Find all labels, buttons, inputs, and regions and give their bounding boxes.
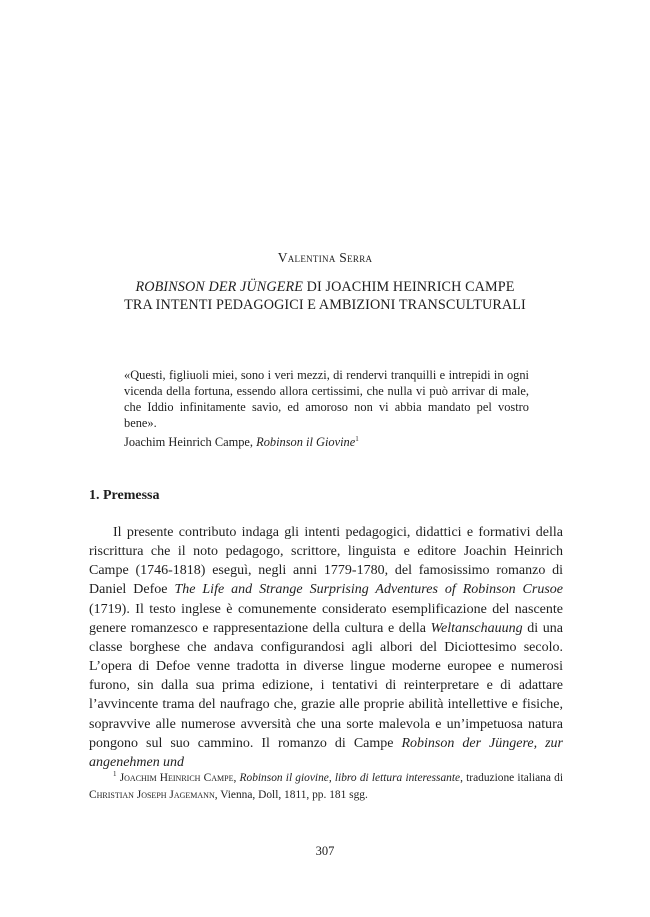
title-work-name: ROBINSON DER JÜNGERE [135,279,303,295]
epigraph-attribution [124,431,529,450]
footnote-text: , traduzione italiana di [460,772,563,784]
footnote-author: Joachim Heinrich Campe [119,772,234,784]
epigraph [124,367,529,450]
title-line-2: TRA INTENTI PEDAGOGICI E AMBIZIONI TRANSCULTURALI [124,297,526,313]
epigraph-attribution-author: Joachim Heinrich Campe, [124,435,257,450]
footnote-translator: Christian Joseph Jagemann [89,788,215,801]
footnote-text: , Vienna, Doll, 1811, pp. 181 sgg. [214,788,368,801]
body-work-title: The Life and Strange Surprising Adventures of Robinson Crusoe [174,582,563,598]
footnote-reference[interactable]: 1 [355,435,359,444]
body-term: Weltanschauung [430,620,523,636]
footnote-number: 1 [113,770,117,778]
footnote-work: Robinson il giovine, libro di lettura interessante [239,772,461,784]
epigraph-attribution-work: Robinson il Giovine [256,435,356,450]
article-title [60,278,590,314]
body-text-segment: (1719). Il testo inglese è comunemente considerato esemplificazione del nascente genere romanzesco e rappresentazione della cultura e della [89,601,563,636]
epigraph-quote: «Questi, figliuoli miei, sono i veri mezzi, di rendervi tranquilli e intrepidi in ogni vicenda della fortuna, essendo allora certissimi, che nulla vi può arrivar di male, che Iddio infinitamente savio, ed amoroso non vi abbia mandato pel vostro bene». [124,368,529,431]
footnote [89,766,563,803]
body-text-segment: di una classe borghese che andava configurandosi agli albori del Diciottesimo secolo. L’opera di Defoe venne tradotta in diverse lingue moderne europee e numerosi furono, sin dalla sua prima edizione, i tentativi di reinterpretare e di adattare l’avvincente trama del naufrago che, grazie alle proprie abilità intellettive e fisiche, sopravvive alle numerose avversità che una sorte malevola e un’impetuosa natura pongono sul suo cammino. Il romanzo di Campe [89,620,563,751]
body-work-title: Robinson der Jüngere, zur angenehmen und [89,735,564,770]
title-line-1-rest: DI JOACHIM HEINRICH CAMPE [303,279,515,295]
body-paragraph [89,523,563,772]
title-line-1 [60,278,590,296]
footnote-separator: , [233,772,240,784]
page-number: 307 [315,844,335,858]
author-name-text: Valentina Serra [277,250,373,265]
section-heading: 1. Premessa [89,488,160,503]
body-text-segment: Il presente contributo indaga gli intenti pedagogici, didattici e formativi della riscrittura che il noto pedagogo, scrittore, linguista e editore Joachin Heinrich Campe (1746-1818) eseguì, negli anni 1779-1780, del famosissimo romanzo di Daniel Defoe [89,525,563,598]
author-name [0,250,650,266]
